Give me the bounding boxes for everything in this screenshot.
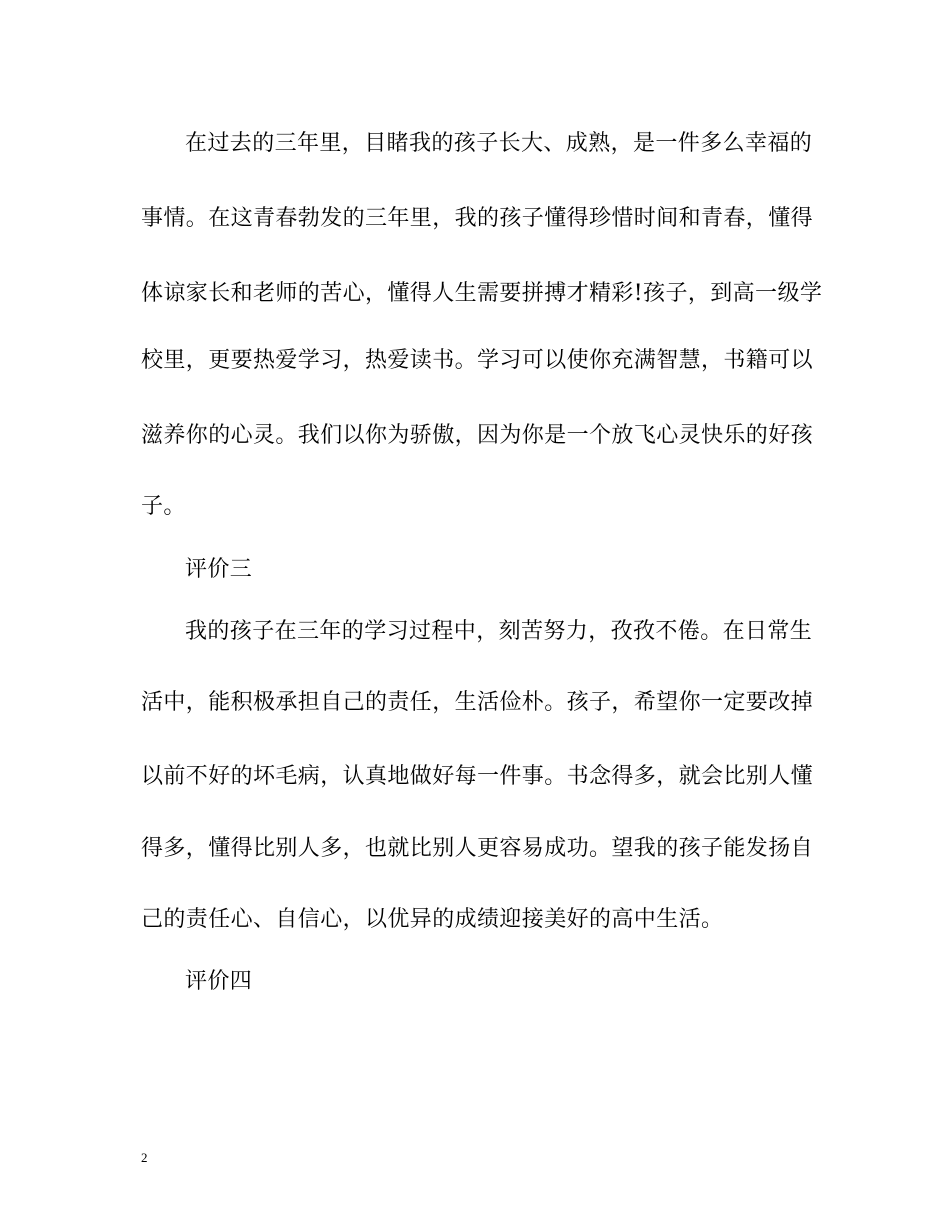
- paragraph-line: 事情。在这青春勃发的三年里，我的孩子懂得珍惜时间和青春，懂得: [141, 206, 814, 231]
- section-heading: 评价四: [185, 969, 253, 994]
- paragraph-line: 己的责任心、自信心，以优异的成绩迎接美好的高中生活。: [141, 907, 724, 932]
- section-heading: 评价三: [185, 557, 253, 582]
- page-number: 2: [141, 1150, 148, 1165]
- paragraph-line: 得多，懂得比别人多，也就比别人更容易成功。望我的孩子能发扬自: [141, 836, 814, 861]
- paragraph-line: 我的孩子在三年的学习过程中，刻苦努力，孜孜不倦。在日常生: [185, 619, 813, 644]
- paragraph-line: 在过去的三年里，目睹我的孩子长大、成熟，是一件多么幸福的: [185, 131, 813, 156]
- paragraph-line: 校里，更要热爱学习，热爱读书。学习可以使你充满智慧，书籍可以: [141, 348, 814, 373]
- paragraph-line: 子。: [141, 494, 186, 519]
- paragraph-line: 体谅家长和老师的苦心，懂得人生需要拼搏才精彩!孩子，到高一级学: [141, 281, 823, 306]
- paragraph-line: 以前不好的坏毛病，认真地做好每一件事。书念得多，就会比别人懂: [141, 764, 814, 789]
- paragraph-line: 滋养你的心灵。我们以你为骄傲，因为你是一个放飞心灵快乐的好孩: [141, 423, 814, 448]
- paragraph-line: 活中，能积极承担自己的责任，生活俭朴。孩子，希望你一定要改掉: [141, 690, 814, 715]
